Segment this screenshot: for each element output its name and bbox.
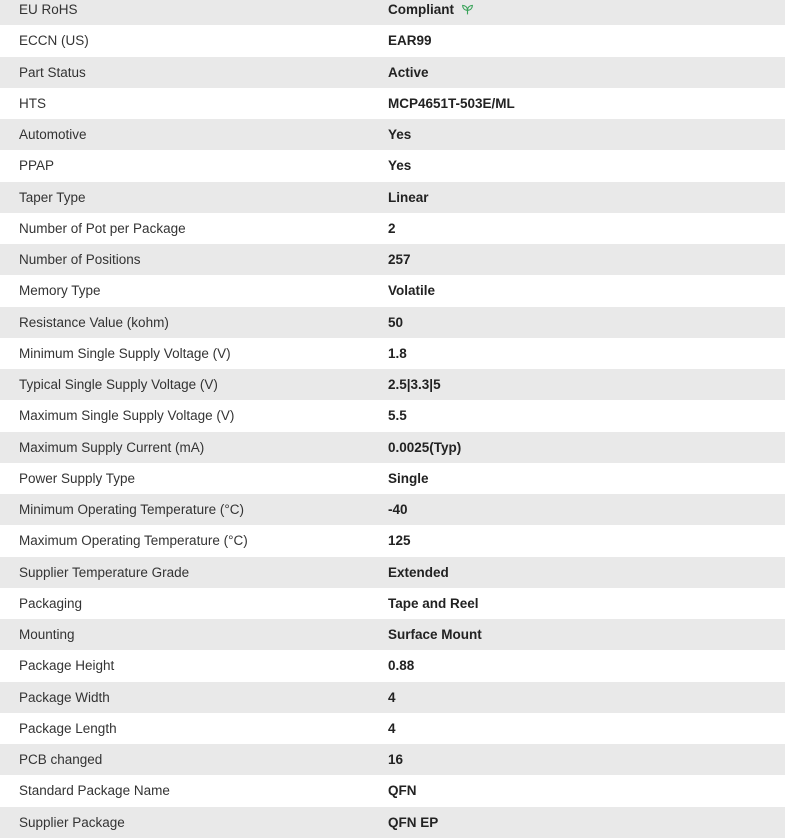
spec-row-max-operating-temp [0, 525, 785, 556]
spec-label: Power Supply Type [19, 470, 136, 486]
spec-row-power-supply-type [0, 463, 785, 494]
spec-value: QFN EP [388, 814, 439, 830]
spec-value: 2.5|3.3|5 [388, 377, 441, 393]
spec-value: Yes [388, 127, 412, 143]
spec-label: PPAP [19, 158, 55, 174]
spec-label: PCB changed [19, 752, 103, 768]
spec-row-supplier-package [0, 807, 785, 838]
spec-value: 125 [388, 533, 411, 549]
spec-label: Part Status [19, 64, 86, 80]
spec-row-hts [0, 88, 785, 119]
spec-label: HTS [19, 95, 46, 111]
spec-value: 4 [388, 720, 396, 736]
spec-value: Surface Mount [388, 627, 482, 643]
spec-label: Package Length [19, 720, 117, 736]
spec-label: Taper Type [19, 189, 86, 205]
spec-value: Yes [388, 158, 412, 174]
spec-label: Maximum Supply Current (mA) [19, 439, 205, 455]
spec-label: Standard Package Name [19, 783, 170, 799]
spec-label: Package Width [19, 689, 110, 705]
spec-row-pcb-changed [0, 744, 785, 775]
spec-row-min-operating-temp [0, 494, 785, 525]
spec-label: Supplier Temperature Grade [19, 564, 190, 580]
spec-label: Minimum Single Supply Voltage (V) [19, 345, 231, 361]
spec-row-mounting [0, 619, 785, 650]
spec-row-ppap [0, 150, 785, 181]
spec-value: Compliant [388, 2, 454, 18]
spec-label: Mounting [19, 627, 75, 643]
spec-value: Single [388, 470, 429, 486]
spec-row-taper-type [0, 182, 785, 213]
spec-row-package-width [0, 682, 785, 713]
spec-row-memory-type [0, 275, 785, 306]
spec-row-min-supply-voltage [0, 338, 785, 369]
spec-value: 5.5 [388, 408, 407, 424]
spec-label: Packaging [19, 595, 83, 611]
spec-label: Minimum Operating Temperature (°C) [19, 502, 244, 518]
spec-label: Number of Pot per Package [19, 220, 186, 236]
spec-value: 16 [388, 752, 404, 768]
spec-value: MCP4651T-503E/ML [388, 95, 515, 111]
spec-value: 2 [388, 220, 396, 236]
spec-label: Memory Type [19, 283, 101, 299]
spec-value: 50 [388, 314, 404, 330]
spec-value: QFN [388, 783, 417, 799]
spec-value: EAR99 [388, 33, 432, 49]
spec-row-part-status [0, 57, 785, 88]
spec-value: 1.8 [388, 345, 407, 361]
spec-value: Extended [388, 564, 449, 580]
spec-label: Maximum Operating Temperature (°C) [19, 533, 248, 549]
spec-value: 0.88 [388, 658, 415, 674]
spec-value: 0.0025(Typ) [388, 439, 462, 455]
spec-value: -40 [388, 502, 408, 518]
spec-value: 257 [388, 252, 411, 268]
spec-value: Tape and Reel [388, 595, 479, 611]
spec-label: Automotive [19, 127, 87, 143]
spec-row-standard-package [0, 775, 785, 806]
spec-label: Number of Positions [19, 252, 141, 268]
spec-value: 4 [388, 689, 396, 705]
spec-label: Typical Single Supply Voltage (V) [19, 377, 218, 393]
spec-row-resistance [0, 307, 785, 338]
spec-row-temp-grade [0, 557, 785, 588]
spec-value: Volatile [388, 283, 436, 299]
spec-label: Resistance Value (kohm) [19, 314, 169, 330]
spec-row-max-supply-voltage [0, 400, 785, 431]
spec-value: Active [388, 64, 429, 80]
spec-row-eccn [0, 25, 785, 56]
spec-label: Package Height [19, 658, 115, 674]
spec-row-max-supply-current [0, 432, 785, 463]
spec-row-package-height [0, 650, 785, 681]
spec-value: Linear [388, 189, 429, 205]
spec-label: Maximum Single Supply Voltage (V) [19, 408, 235, 424]
spec-value-cell [388, 2, 785, 17]
leaf-icon [461, 3, 474, 16]
spec-label: ECCN (US) [19, 33, 89, 49]
spec-label: Supplier Package [19, 814, 125, 830]
spec-row-packaging [0, 588, 785, 619]
spec-row-eu-rohs [0, 0, 785, 25]
spec-row-package-length [0, 713, 785, 744]
spec-row-pots-per-package [0, 213, 785, 244]
spec-row-positions [0, 244, 785, 275]
spec-row-typ-supply-voltage [0, 369, 785, 400]
spec-row-automotive [0, 119, 785, 150]
spec-label: EU RoHS [19, 2, 78, 18]
